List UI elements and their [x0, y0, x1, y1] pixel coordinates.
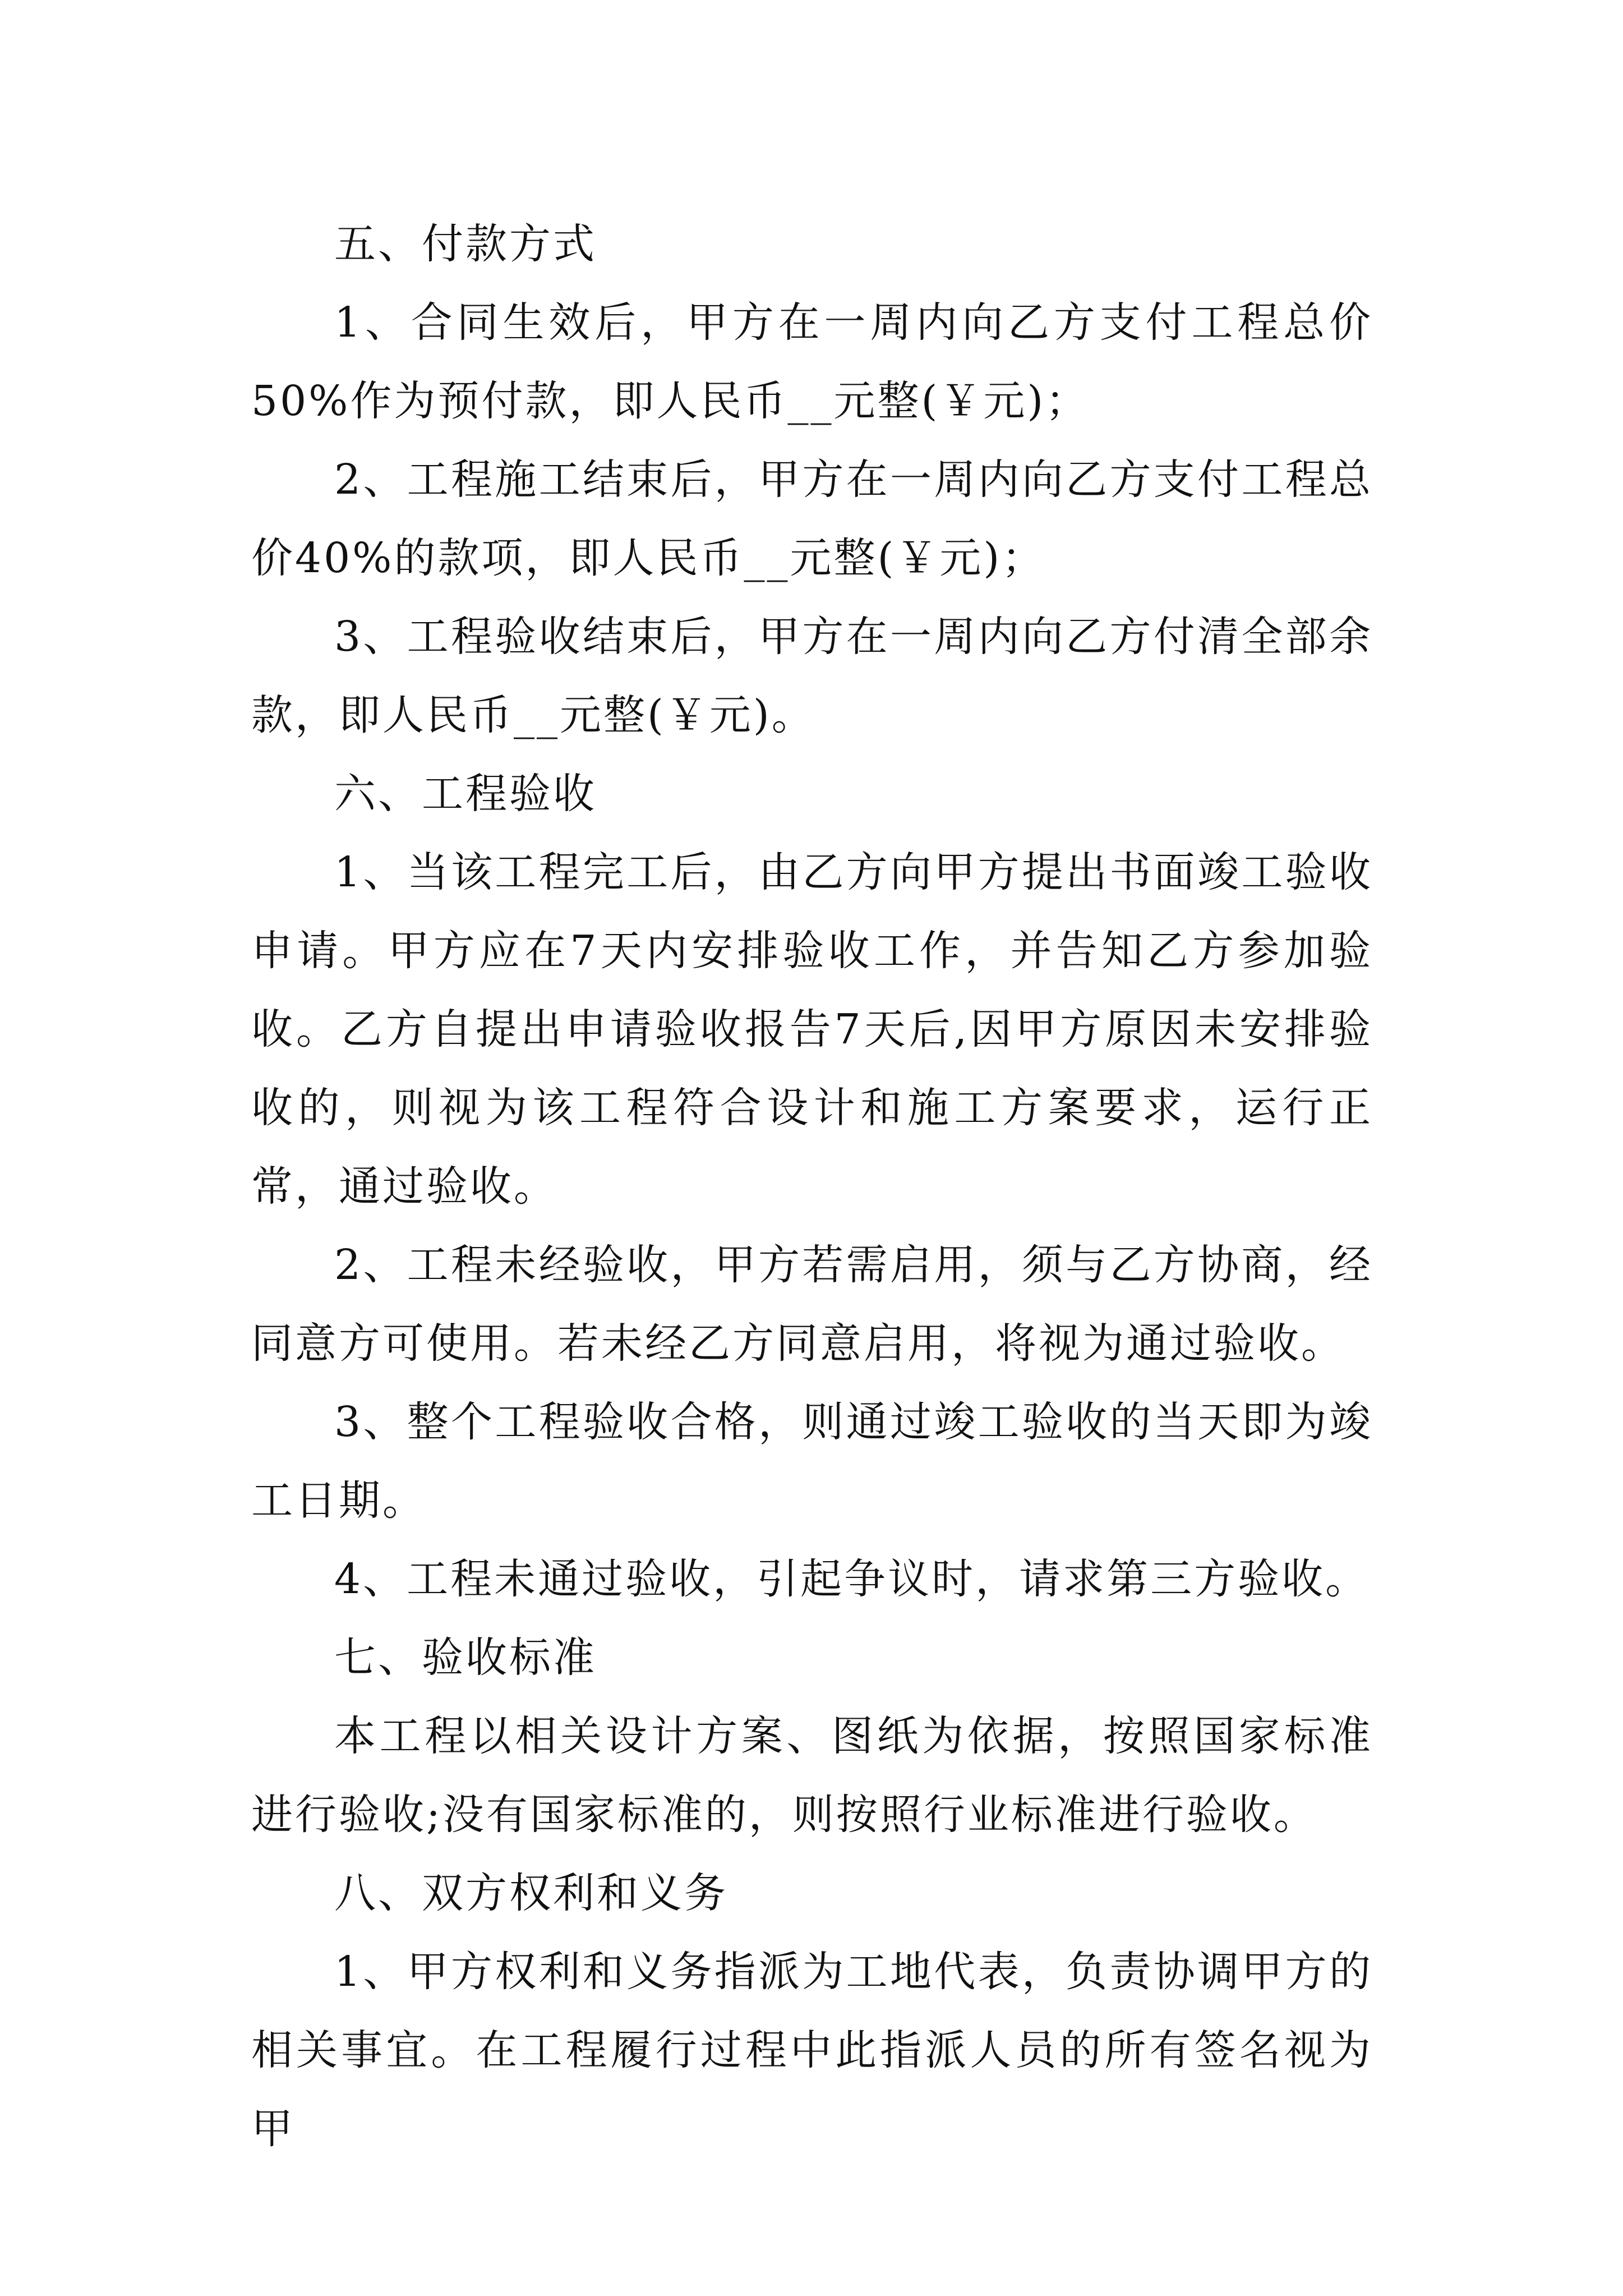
section-heading-acceptance: 六、工程验收: [334, 770, 597, 818]
section-heading-payment: 五、付款方式: [334, 220, 597, 268]
acceptance-clause-2: 2、工程未经验收，甲方若需启用，须与乙方协商，经同意方可使用。若未经乙方同意启用，将视为通过验收。: [251, 1241, 1373, 1368]
payment-clause-1: 1、合同生效后，甲方在一周内向乙方支付工程总价50%作为预付款，即人民币__元整(￥元)；: [251, 298, 1373, 425]
payment-clause-3: 3、工程验收结束后，甲方在一周内向乙方付清全部余款，即人民币__元整(￥元)。: [251, 613, 1373, 739]
acceptance-clause-3: 3、整个工程验收合格，则通过竣工验收的当天即为竣工日期。: [251, 1398, 1373, 1525]
section-heading-rights: 八、双方权利和义务: [334, 1869, 728, 1917]
standard-clause: 本工程以相关设计方案、图纸为依据，按照国家标准进行验收;没有国家标准的，则按照行业标准进行验收。: [251, 1712, 1373, 1839]
rights-clause-1: 1、甲方权利和义务指派为工地代表，负责协调甲方的相关事宜。在工程履行过程中此指派人员的所有签名视为甲: [251, 1948, 1373, 2153]
section-heading-standard: 七、验收标准: [334, 1634, 597, 1682]
acceptance-clause-4: 4、工程未通过验收，引起争议时，请求第三方验收。: [334, 1555, 1370, 1603]
acceptance-clause-1: 1、当该工程完工后，由乙方向甲方提出书面竣工验收申请。甲方应在7天内安排验收工作，并告知乙方参加验收。乙方自提出申请验收报告7天后,因甲方原因未安排验收的，则视为该工程符合设计和施工方案要求，运行正常，通过验收。: [251, 848, 1373, 1211]
payment-clause-2: 2、工程施工结束后，甲方在一周内向乙方支付工程总价40%的款项，即人民币__元整(￥元)；: [251, 455, 1373, 582]
